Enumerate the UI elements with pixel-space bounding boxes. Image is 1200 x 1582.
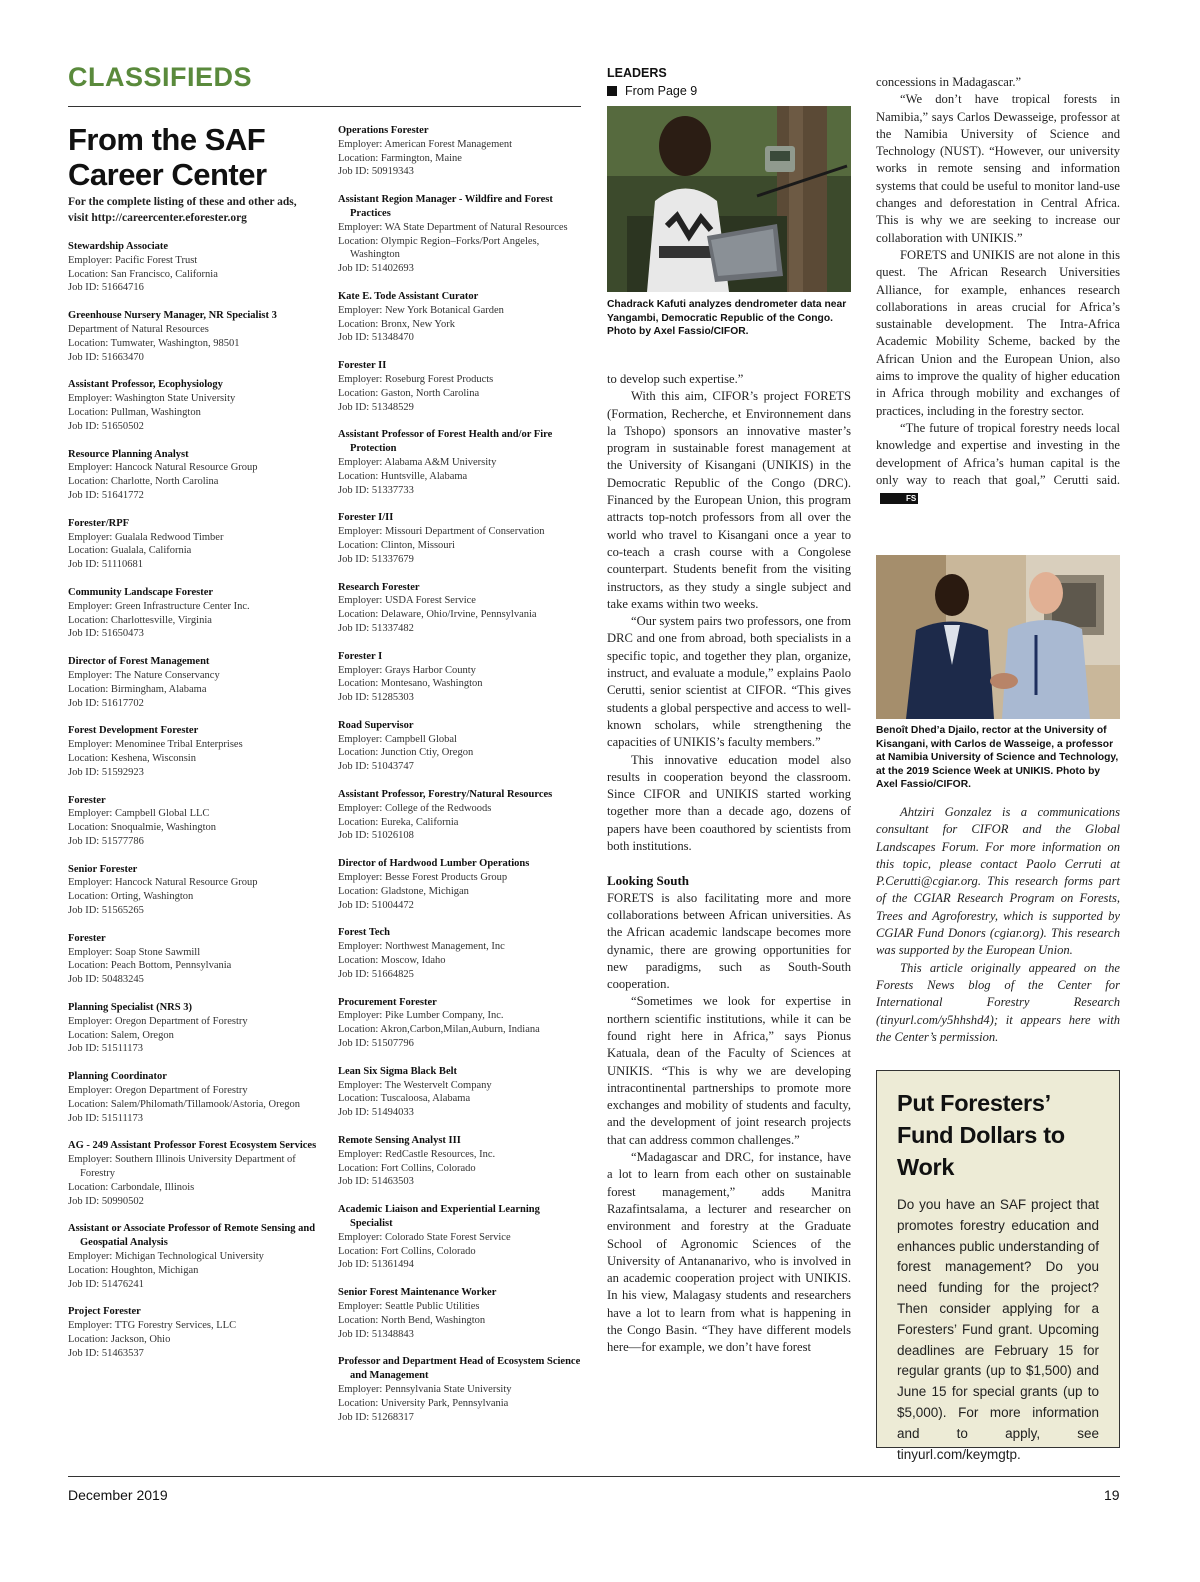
job-listing [338,857,583,912]
footer-rule [68,1476,1120,1477]
job-listing [68,863,318,918]
job-title: Academic Liaison and Experiential Learning Specialist [338,1204,540,1229]
job-detail: Location: Eureka, California [338,816,459,828]
job-title: Senior Forest Maintenance Worker [338,1287,497,1299]
job-detail: Job ID: 51565265 [68,905,144,917]
page-number: 19 [1104,1487,1120,1503]
job-title: Forester [68,932,106,944]
job-detail: Job ID: 51337679 [338,553,414,565]
article-paragraph: With this aim, CIFOR’s project FORETS (Formation, Recherche, et Environnement dans la Tshopo) sponsors an innovative master’s program in sustainable forest management at the University of Kisangani (UNIKIS) in the Democratic Republic of the Congo (DRC). Financed by the European Union, this program attracts top-notch professors from all over the world who travel to Kisangani once a year to co-teach a crash course with a Congolese counterpart. Students benefit from the visiting instructors, as they study a single subject and take exams within two weeks. [607,389,851,611]
photo-dendrometer-analysis [607,106,851,292]
job-listing [338,1065,583,1120]
job-detail: Employer: Menominee Tribal Enterprises [68,739,243,751]
job-title: Community Landscape Forester [68,586,214,598]
job-listing [68,586,318,641]
job-listing [338,1355,583,1424]
article-paragraph: concessions in Madagascar.” [876,75,1022,89]
job-detail: Location: Pullman, Washington [68,406,201,418]
job-detail: Employer: Pennsylvania State University [338,1383,512,1395]
job-detail: Location: North Bend, Washington [338,1314,486,1326]
job-detail: Job ID: 50483245 [68,974,144,986]
job-detail: Location: Moscow, Idaho [338,955,446,967]
job-detail: Job ID: 51507796 [338,1038,414,1050]
job-detail: Location: Tumwater, Washington, 98501 [68,337,240,349]
job-detail: Department of Natural Resources [68,323,209,335]
section-title: CLASSIFIEDS [68,62,253,92]
job-detail: Employer: Besse Forest Products Group [338,872,508,884]
job-title: Director of Hardwood Lumber Operations [338,858,530,870]
job-detail: Job ID: 51577786 [68,835,144,847]
job-detail: Job ID: 51476241 [68,1278,144,1290]
job-detail: Location: Junction Ctiy, Oregon [338,747,474,759]
job-detail: Job ID: 51650502 [68,420,144,432]
job-detail: Employer: Michigan Technological University [68,1251,264,1263]
job-detail: Job ID: 51592923 [68,766,144,778]
job-listing [68,309,318,364]
job-title: Professor and Department Head of Ecosystem Science and Management [338,1356,581,1382]
job-detail: Employer: College of the Redwoods [338,802,492,814]
job-title: Forester [68,794,106,806]
job-title: Planning Coordinator [68,1071,167,1083]
job-title: Greenhouse Nursery Manager, NR Specialist 3 [68,310,277,322]
job-detail: Employer: Washington State University [68,393,236,405]
job-list-column-1 [68,240,318,1375]
job-detail: Employer: Green Infrastructure Center Inc. [68,600,250,612]
job-title: Procurement Forester [338,996,437,1008]
job-detail: Job ID: 51494033 [338,1107,414,1119]
job-detail: Location: University Park, Pennsylvania [338,1397,509,1409]
job-detail: Location: Salem, Oregon [68,1029,174,1041]
job-detail: Job ID: 51361494 [338,1259,414,1271]
job-list-column-2 [338,124,583,1438]
job-listing [68,1139,318,1208]
author-bio-paragraph: Ahtziri Gonzalez is a communications consultant for CIFOR and the Global Landscapes Forum. For more information on this topic, please contact Paolo Cerruti at P.Cerutti@cgiar.org. This research forms part of the CGIAR Research Program on Forests, Trees and Agroforestry, which is supported by CGIAR Fund Donors (cgiar.org). This research was supported by the European Union. [876,805,1120,958]
job-detail: Employer: New York Botanical Garden [338,304,504,316]
job-detail: Location: Tuscaloosa, Alabama [338,1093,471,1105]
job-title: Assistant Professor, Ecophysiology [68,379,223,391]
job-detail: Job ID: 51641772 [68,489,144,501]
article-paragraph: FORETS is also facilitating more and more collaborations between African universities. As the African academic landscape becomes more dynamic, there are growing opportunities for new paradigms, such as South-South cooperation. [607,890,851,992]
section-rule [68,106,581,107]
job-detail: Job ID: 51348470 [338,332,414,344]
job-listing [338,650,583,705]
job-listing [68,1070,318,1125]
job-detail: Employer: Colorado State Forest Service [338,1231,511,1243]
job-title: Forest Tech [338,927,391,939]
job-detail: Employer: Oregon Department of Forestry [68,1085,248,1097]
job-title: Remote Sensing Analyst III [338,1135,461,1147]
job-detail: Location: Birmingham, Alabama [68,683,207,695]
job-listing [338,428,583,497]
job-title: Assistant Professor of Forest Health and/or Fire Protection [338,429,553,455]
job-listing [338,1203,583,1272]
job-detail: Employer: Southern Illinois University Department of Forestry [68,1154,296,1180]
job-detail: Job ID: 51337482 [338,622,414,634]
fund-box-title: Put Foresters’ Fund Dollars to Work [897,1090,1065,1180]
job-listing [68,932,318,987]
job-detail: Location: Houghton, Michigan [68,1264,199,1276]
job-listing [338,1286,583,1341]
job-detail: Job ID: 51043747 [338,761,414,773]
job-detail: Job ID: 51463537 [68,1347,144,1359]
job-detail: Employer: Pike Lumber Company, Inc. [338,1010,504,1022]
job-detail: Job ID: 51285303 [338,692,414,704]
job-detail: Location: Jackson, Ohio [68,1334,171,1345]
job-title: Forester I/II [338,512,394,524]
author-bio [876,804,1120,1046]
job-detail: Job ID: 51348529 [338,401,414,413]
job-detail: Job ID: 51650473 [68,628,144,640]
job-listing [68,1305,318,1360]
job-listing [338,511,583,566]
job-title: Forest Development Forester [68,725,199,737]
fund-box-text: Do you have an SAF project that promotes forestry education and enhances public understanding of forest management? Do you need funding for the project? Then consider applying for a Foresters’ Fund grant. Upcoming deadlines are February 15 for regular grants (up to $1,500) and June 15 for special grants (up to $5,000). For more information and to apply, see tinyurl.com/keymgtp. [897,1197,1099,1462]
job-listing [338,788,583,843]
job-listing [338,581,583,636]
article-paragraph: to develop such expertise.” [607,372,744,386]
job-detail: Location: Gualala, California [68,545,192,557]
job-title: Planning Specialist (NRS 3) [68,1002,192,1014]
job-title: Forester II [338,360,387,372]
job-detail: Location: Gladstone, Michigan [338,885,469,897]
job-detail: Location: Charlotte, North Carolina [68,476,219,488]
job-listing [338,193,583,276]
job-detail: Location: Keshena, Wisconsin [68,752,196,764]
job-detail: Job ID: 51268317 [338,1411,414,1423]
job-title: AG - 249 Assistant Professor Forest Ecosystem Services [68,1140,317,1152]
article-paragraph: “We don’t have tropical forests in Namibia,” says Carlos Dewasseige, professor at the Namibia University of Science and Technology (NUST). “However, our university works in remote sensing and information systems that could be useful to monitor land-use changes and deforestation in Central Africa. This is why we are seeking to increase our collaboration with UNIKIS.” [876,92,1120,245]
job-title: Senior Forester [68,863,138,875]
job-detail: Employer: WA State Department of Natural Resources [338,221,568,233]
job-detail: Job ID: 50919343 [338,166,414,178]
job-title: Forester/RPF [68,517,130,529]
job-detail: Location: Orting, Washington [68,891,194,903]
job-listing [338,1134,583,1189]
job-detail: Job ID: 51004472 [338,899,414,911]
article-paragraph: “Sometimes we look for expertise in northern scientific institutions, while it can be found right here in Africa,” says Pionus Katuala, dean of the Faculty of Sciences at UNIKIS. “This is why we are developing intracontinental partnerships to promote more exchanges and mobility of students and faculty, and the development of joint research projects that can address common challenges.” [607,994,851,1147]
job-detail: Location: Snoqualmie, Washington [68,822,216,834]
job-detail: Job ID: 51664825 [338,968,414,980]
job-detail: Location: Huntsville, Alabama [338,470,468,482]
job-listing [338,359,583,414]
job-detail: Employer: Hancock Natural Resource Group [68,462,258,474]
job-detail: Employer: Soap Stone Sawmill [68,946,201,958]
job-detail: Employer: Grays Harbor County [338,664,476,676]
photo-handshake [876,555,1120,719]
job-detail: Employer: The Nature Conservancy [68,669,220,681]
job-detail: Job ID: 50990502 [68,1195,144,1207]
job-detail: Location: Akron,Carbon,Milan,Auburn, Indiana [338,1024,540,1036]
job-title: Kate E. Tode Assistant Curator [338,290,479,302]
job-detail: Employer: Northwest Management, Inc [338,941,505,953]
job-detail: Employer: American Forest Management [338,138,513,150]
article-paragraph-final [876,420,1120,506]
article-paragraph: “Our system pairs two professors, one from DRC and one from abroad, both specialists in a specific topic, and together they plan, organize, instruct, and evaluate a module,” explains Paolo Cerutti, senior scientist at CIFOR. “This gives students a global perspective and access to well-known scholars, while strengthening the capacities of UNIKIS’s faculty members.” [607,614,851,750]
job-title: Lean Six Sigma Black Belt [338,1065,458,1077]
job-detail: Employer: Roseburg Forest Products [338,373,494,385]
job-listing [338,926,583,981]
job-title: Operations Forester [338,125,429,136]
job-listing [68,1001,318,1056]
job-detail: Job ID: 51511173 [68,1112,144,1124]
job-detail: Employer: Campbell Global [338,733,457,745]
job-detail: Employer: TTG Forestry Services, LLC [68,1320,237,1332]
job-detail: Employer: Alabama A&M University [338,456,497,468]
job-listing [338,290,583,345]
job-listing [68,724,318,779]
job-title: Assistant Region Manager - Wildfire and Forest Practices [338,194,553,219]
foresters-fund-box [876,1070,1120,1462]
square-bullet-icon [607,86,617,96]
job-title: Forester I [338,650,383,662]
job-listing [68,1222,318,1291]
source-note-paragraph: This article originally appeared on the Forests News blog of the Center for International Forestry Research (tinyurl.com/y5hhshd4); it appears here with the Center’s permission. [876,960,1120,1044]
job-detail: Location: San Francisco, California [68,268,218,280]
job-title: Stewardship Associate [68,241,169,252]
photo-caption-2: Benoît Dhed’a Djailo, rector at the University of Kisangani, with Carlos de Wasseige, a professor at Namibia University of Science and Technology, at the 2019 Science Week at UNIKIS. Photo by Axel Fassio/CIFOR. [876,725,1119,790]
job-title: Resource Planning Analyst [68,448,189,460]
job-detail: Location: Farmington, Maine [338,152,462,164]
article-subhead: Looking South [607,873,690,889]
job-detail: Employer: RedCastle Resources, Inc. [338,1148,496,1160]
job-detail: Location: Carbondale, Illinois [68,1181,195,1193]
job-listing [68,517,318,572]
job-detail: Location: Fort Collins, Colorado [338,1245,476,1257]
job-detail: Employer: Seattle Public Utilities [338,1300,480,1312]
job-detail: Employer: Oregon Department of Forestry [68,1015,248,1027]
job-detail: Job ID: 51617702 [68,697,144,709]
job-detail: Employer: Hancock Natural Resource Group [68,877,258,889]
article-paragraph: FORETS and UNIKIS are not alone in this quest. The African Research Universities Alliance, for example, enhances research collaborations in areas crucial for Africa’s sustainable development. The Intra-Africa Academic Mobility Scheme, backed by the African Union and the European Union, also aims to improve the quality of higher education in Africa through mobility and exchanges of practices, including in the forestry sector. [876,247,1120,418]
career-center-title: From the SAF Career Center [68,122,267,192]
from-page-text: From Page 9 [625,84,698,98]
job-detail: Location: Bronx, New York [338,318,455,330]
job-detail: Employer: USDA Forest Service [338,595,476,607]
job-listing [338,719,583,774]
job-detail: Location: Delaware, Ohio/Irvine, Pennsylvania [338,609,537,621]
job-detail: Location: Montesano, Washington [338,678,483,690]
article-section-label: LEADERS [607,66,667,80]
job-listing [68,794,318,849]
continued-from-label [607,84,697,98]
job-detail: Employer: Gualala Redwood Timber [68,531,224,543]
job-detail: Location: Gaston, North Carolina [338,387,480,399]
job-detail: Job ID: 51110681 [68,559,144,571]
job-listing [338,996,583,1051]
job-detail: Location: Peach Bottom, Pennsylvania [68,960,232,972]
article-column-2 [876,74,1120,506]
job-detail: Employer: Missouri Department of Conservation [338,526,545,538]
job-detail: Location: Olympic Region–Forks/Port Angeles, Washington [338,235,540,261]
photo-caption-1: Chadrack Kafuti analyzes dendrometer data near Yangambi, Democratic Republic of the Congo. Photo by Axel Fassio/CIFOR. [607,299,847,337]
article-paragraph: “The future of tropical forestry needs local knowledge and expertise and investing in the development of Africa’s human capital is the only way to reach that goal,” Cerutti said. [876,420,1120,487]
job-title: Research Forester [338,581,420,593]
job-detail: Job ID: 51337733 [338,484,414,496]
job-detail: Job ID: 51663470 [68,351,144,363]
job-detail: Job ID: 51348843 [338,1328,414,1340]
job-title: Assistant or Associate Professor of Remote Sensing and Geospatial Analysis [68,1223,316,1249]
job-detail: Job ID: 51402693 [338,263,414,275]
job-detail: Job ID: 51026108 [338,830,414,842]
job-detail: Location: Clinton, Missouri [338,539,455,551]
end-mark-icon: FS [880,493,918,504]
article-paragraph: This innovative education model also results in cooperation beyond the classroom. Since CIFOR and UNIKIS started working together more than a decade ago, dozens of papers have been coauthored by scientists from both institutions. [607,752,851,854]
job-listing [68,240,318,295]
career-center-intro: For the complete listing of these and other ads, visit http://careercenter.eforester.org [68,196,297,224]
job-detail: Location: Salem/Philomath/Tillamook/Astoria, Oregon [68,1098,301,1110]
job-listing [68,655,318,710]
job-detail: Job ID: 51664716 [68,282,144,294]
job-listing [68,448,318,503]
job-title: Road Supervisor [338,719,414,731]
job-listing [68,378,318,433]
job-title: Assistant Professor, Forestry/Natural Resources [338,789,553,801]
article-paragraph: “Madagascar and DRC, for instance, have a lot to learn from each other on sustainable forest management,” adds Manitra Razafintsalama, a lecturer and researcher on environment and forestry at the Graduate School of Agronomic Sciences of the University of Antananarivo, who is involved in an academic cooperation project with UNIKIS. In his view, Malagasy students and researchers have a lot to learn from what is happening in the Congo Basin. “They have different models here—for example, we don’t have forest [607,1150,851,1355]
job-title: Project Forester [68,1306,141,1318]
job-detail: Location: Fort Collins, Colorado [338,1162,476,1174]
job-detail: Job ID: 51511173 [68,1043,144,1055]
job-detail: Employer: The Westervelt Company [338,1079,492,1091]
article-column-1 [607,371,851,1357]
job-title: Director of Forest Management [68,656,210,668]
job-detail: Employer: Campbell Global LLC [68,808,210,820]
job-detail: Employer: Pacific Forest Trust [68,254,198,266]
job-detail: Location: Charlottesville, Virginia [68,614,212,626]
footer-date: December 2019 [68,1487,168,1503]
job-listing [338,124,583,179]
job-detail: Job ID: 51463503 [338,1176,414,1188]
